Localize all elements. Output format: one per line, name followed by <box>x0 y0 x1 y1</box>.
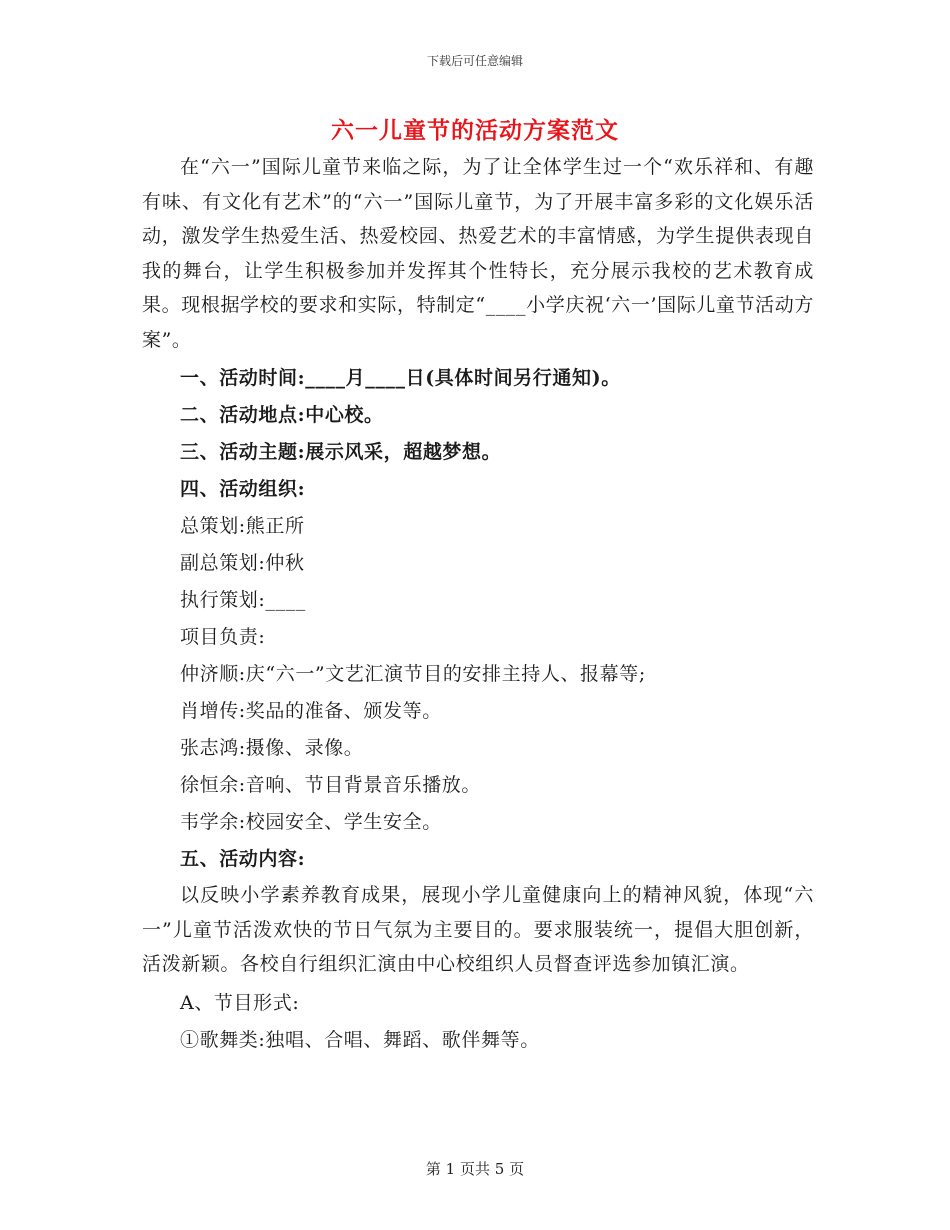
org-duty-4: 徐恒余:音响、节目背景音乐播放。 <box>180 774 482 796</box>
org-duty-2: 肖增传:奖品的准备、颁发等。 <box>180 700 442 722</box>
page-header-note: 下载后可任意编辑 <box>426 54 523 68</box>
program-form-item-1: ①歌舞类:独唱、合唱、舞蹈、歌伴舞等。 <box>180 1028 540 1051</box>
document-body <box>142 150 814 1059</box>
org-duty-1: 仲济顺:庆“六一”文艺汇演节目的安排主持人、报幕等; <box>180 663 646 685</box>
section-organization: 四、活动组织: <box>180 478 306 500</box>
org-deputy-planner: 副总策划:仲秋 <box>180 552 305 574</box>
section-location: 二、活动地点:中心校。 <box>180 404 384 426</box>
section-time: 一、活动时间:____月____日(具体时间另行通知)。 <box>180 367 621 389</box>
page-footer-number: 第 1 页共 5 页 <box>425 1160 525 1178</box>
content-paragraph: 以反映小学素养教育成果，展现小学儿童健康向上的精神风貌，体现“六一”儿童节活泼欢快的节日气氛为主要目的。要求服装统一，提倡大胆创新，活泼新颖。各校自行组织汇演由中心校组织人员督查评选参加镇汇演。 <box>142 884 814 975</box>
org-chief-planner: 总策划:熊正所 <box>180 515 305 537</box>
document-title: 六一儿童节的活动方案范文 <box>331 117 619 144</box>
org-project-lead: 项目负责: <box>180 626 266 648</box>
intro-paragraph: 在“六一”国际儿童节来临之际，为了让全体学生过一个“欢乐祥和、有趣有味、有文化有艺术”的“六一”国际儿童节，为了开展丰富多彩的文化娱乐活动，激发学生热爱生活、热爱校园、热爱艺术的丰富情感，为学生提供表现自我的舞台，让学生积极参加并发挥其个性特长，充分展示我校的艺术教育成果。现根据学校的要求和实际，特制定“____小学庆祝‘六一’国际儿童节活动方案”。 <box>142 156 814 351</box>
section-theme: 三、活动主题:展示风采，超越梦想。 <box>180 441 502 463</box>
program-form-title: A、节目形式: <box>180 991 300 1014</box>
org-duty-3: 张志鸿:摄像、录像。 <box>180 737 364 759</box>
org-duty-5: 韦学余:校园安全、学生安全。 <box>180 811 442 833</box>
org-executive-planner: 执行策划:____ <box>180 589 306 611</box>
section-content: 五、活动内容: <box>180 848 306 870</box>
